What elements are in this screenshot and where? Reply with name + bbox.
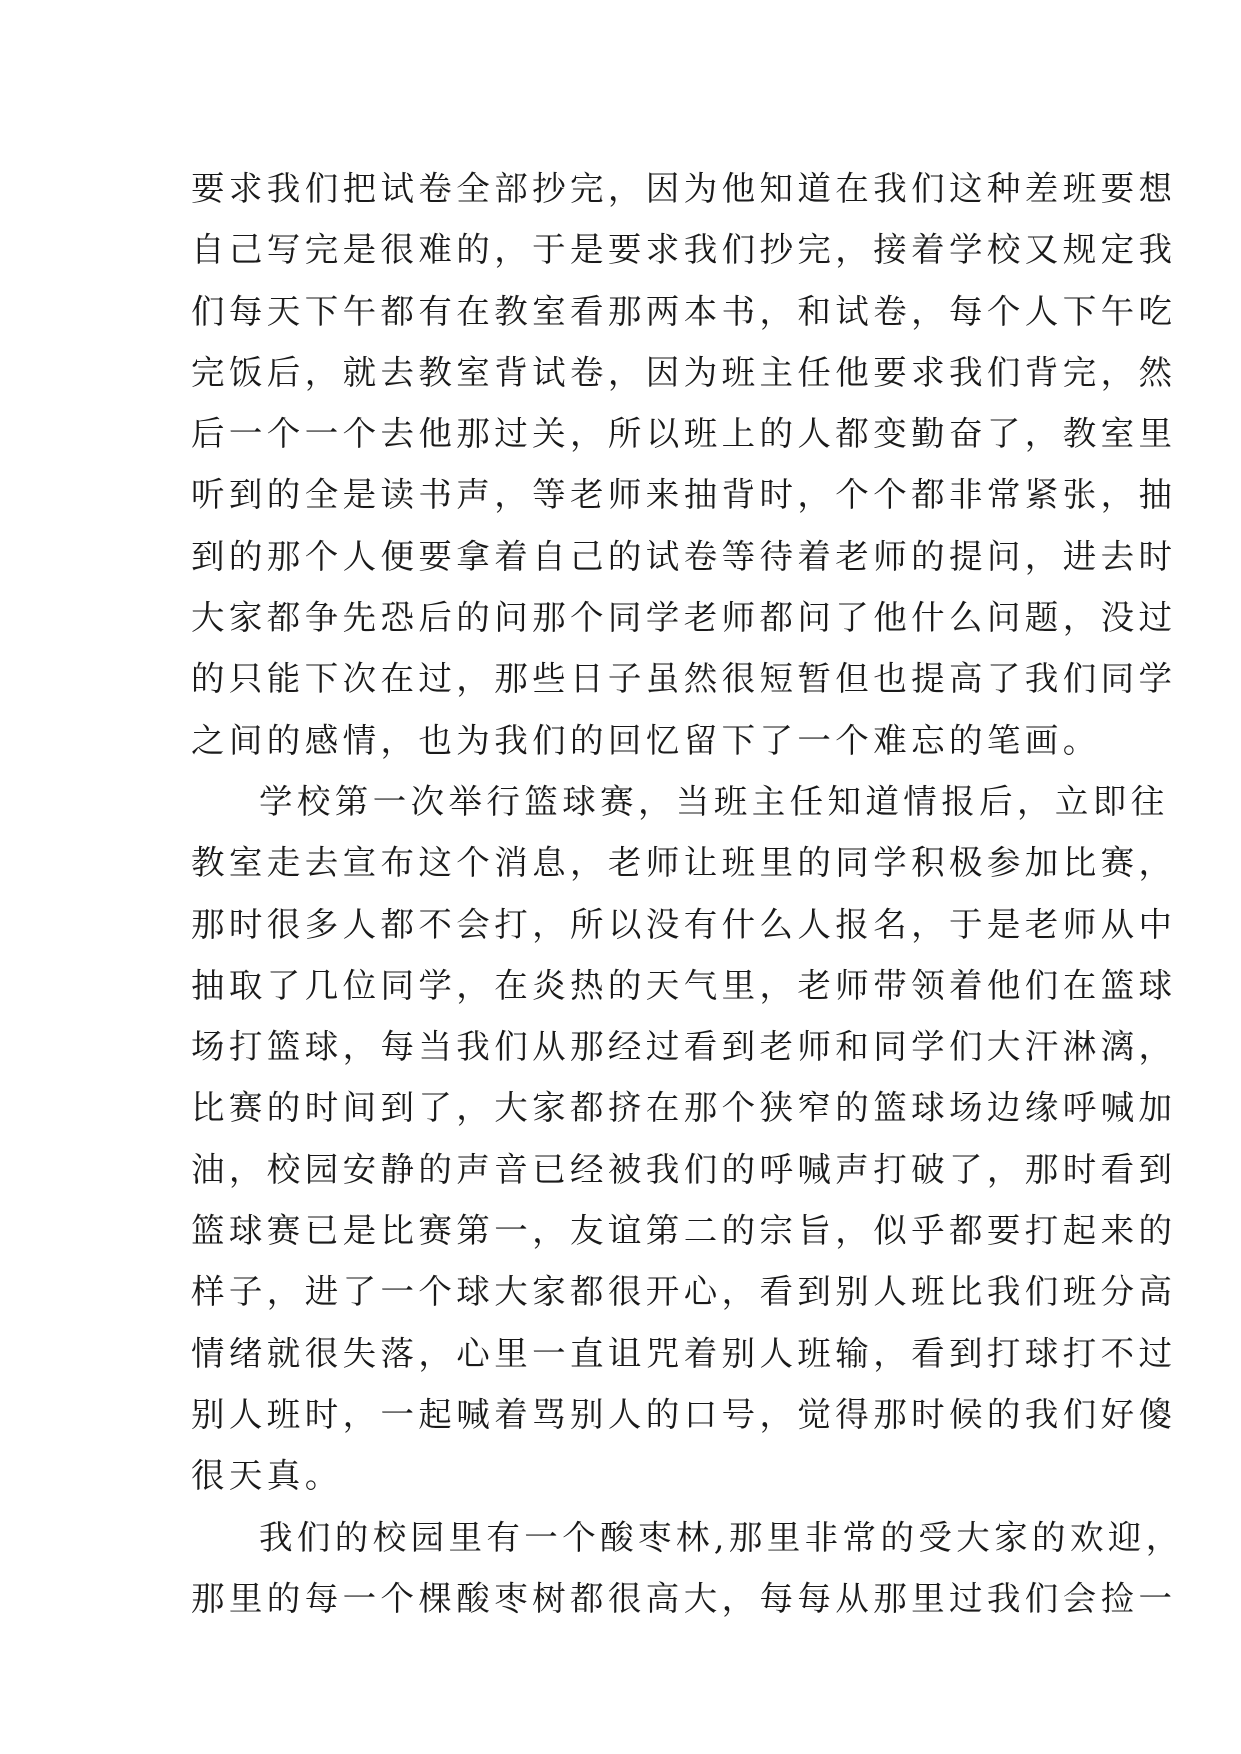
text-line: 之间的感情，也为我们的回忆留下了一个难忘的笔画。 [191, 720, 1101, 760]
text-line: 情绪就很失落，心里一直诅咒着别人班输，看到打球打不过 [191, 1333, 1177, 1373]
text-line: 要求我们把试卷全部抄完，因为他知道在我们这种差班要想 [191, 169, 1177, 208]
text-line: 教室走去宣布这个消息，老师让班里的同学积极参加比赛， [191, 843, 1177, 883]
text-line: 自己写完是很难的，于是要求我们抄完，接着学校又规定我 [191, 230, 1177, 270]
text-line: 抽取了几位同学，在炎热的天气里，老师带领着他们在篮球 [191, 965, 1177, 1005]
text-line: 很天真。 [191, 1456, 343, 1496]
text-line: 们每天下午都有在教室看那两本书，和试卷，每个人下午吃 [191, 291, 1177, 331]
text-line: 到的那个人便要拿着自己的试卷等待着老师的提问，进去时 [191, 536, 1177, 576]
text-line: 油，校园安静的声音已经被我们的呼喊声打破了，那时看到 [191, 1149, 1177, 1189]
text-line: 场打篮球，每当我们从那经过看到老师和同学们大汗淋漓， [191, 1027, 1177, 1067]
text-line: 完饭后，就去教室背试卷，因为班主任他要求我们背完，然 [191, 352, 1177, 392]
text-line: 后一个一个去他那过关，所以班上的人都变勤奋了，教室里 [191, 414, 1177, 454]
text-line-indented: 学校第一次举行篮球赛，当班主任知道情报后，立即往 [259, 781, 1169, 821]
paragraph-1 [191, 158, 1177, 771]
paragraph-2 [191, 771, 1177, 1507]
text-line: 大家都争先恐后的问那个同学老师都问了他什么问题，没过 [191, 598, 1177, 638]
text-line: 样子，进了一个球大家都很开心，看到别人班比我们班分高 [191, 1272, 1177, 1312]
paragraph-3 [191, 1507, 1184, 1630]
document-body [191, 158, 1184, 1629]
text-line-indented: 我们的校园里有一个酸枣林,那里非常的受大家的欢迎， [259, 1517, 1184, 1557]
text-line: 那里的每一个棵酸枣树都很高大，每每从那里过我们会捡一 [191, 1578, 1177, 1618]
text-line: 篮球赛已是比赛第一，友谊第二的宗旨，似乎都要打起来的 [191, 1211, 1177, 1251]
text-line: 那时很多人都不会打，所以没有什么人报名，于是老师从中 [191, 904, 1177, 944]
text-line: 比赛的时间到了，大家都挤在那个狭窄的篮球场边缘呼喊加 [191, 1088, 1177, 1128]
text-line: 别人班时，一起喊着骂别人的口号，觉得那时候的我们好傻 [191, 1394, 1177, 1434]
text-line: 的只能下次在过，那些日子虽然很短暂但也提高了我们同学 [191, 659, 1177, 699]
text-line: 听到的全是读书声，等老师来抽背时，个个都非常紧张，抽 [191, 475, 1177, 515]
